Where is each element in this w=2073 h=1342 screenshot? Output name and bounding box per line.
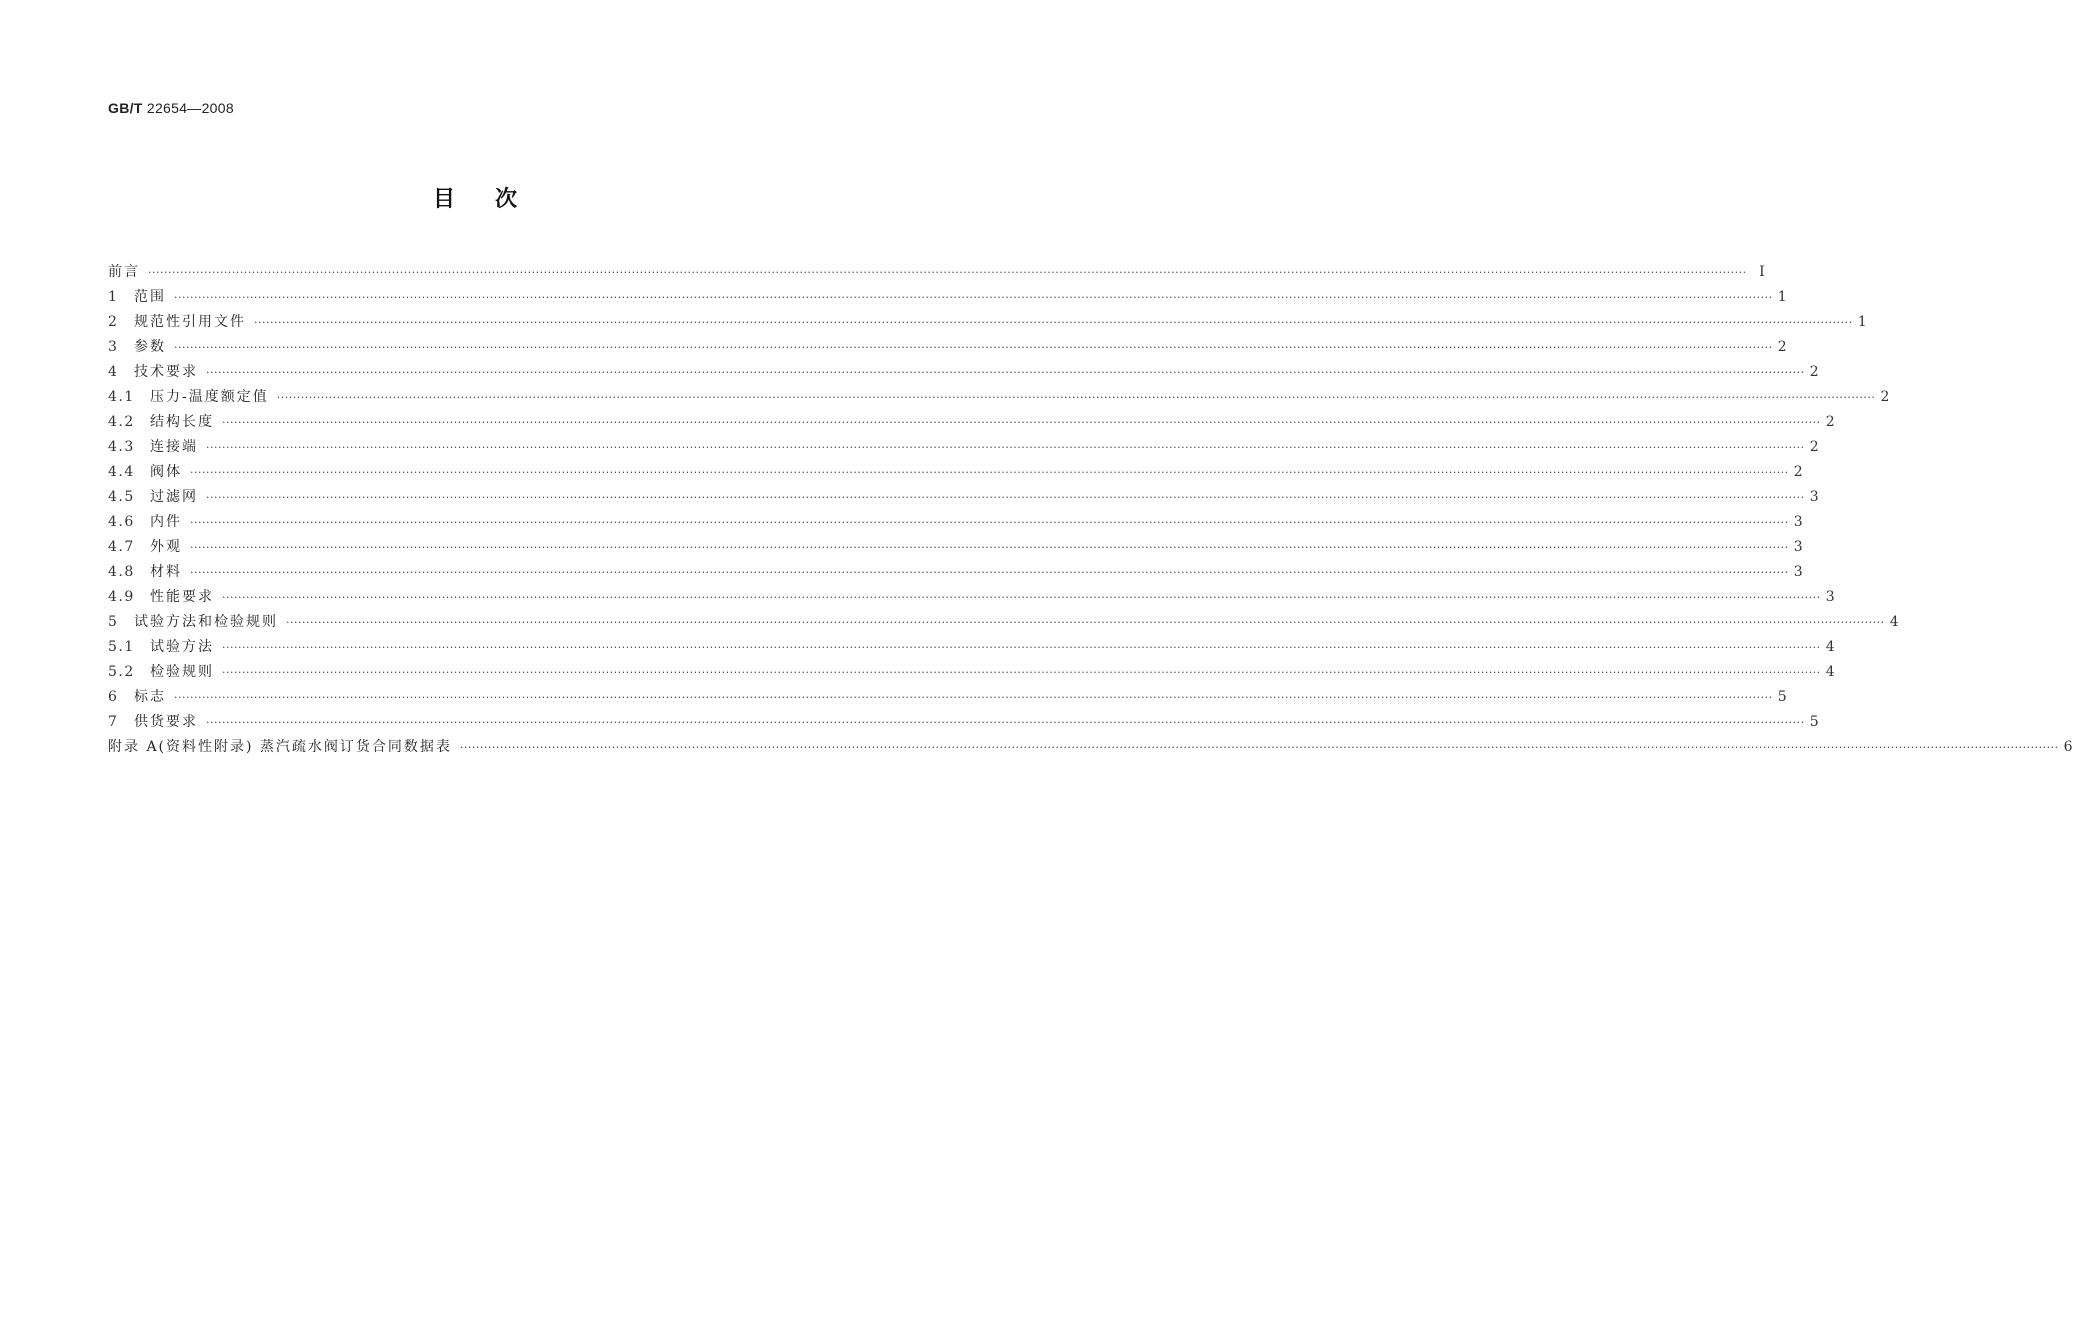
toc-entry-page: 3 <box>1793 539 1803 555</box>
toc-entry[interactable] <box>108 262 1765 287</box>
toc-entry[interactable] <box>108 737 2073 762</box>
toc-entry-page: Ⅰ <box>1759 264 1765 280</box>
toc-dot-leader: ················································································································································································································································································································································································································ <box>174 341 1773 354</box>
toc-dot-leader: ················································································································································································································································································································································································································ <box>206 491 1805 504</box>
toc-entry[interactable] <box>108 487 1819 512</box>
toc-entry[interactable] <box>108 637 1835 662</box>
toc-entry-label: 标志 <box>134 689 166 705</box>
toc-entry[interactable] <box>108 662 1835 687</box>
toc-entry-page: 2 <box>1880 389 1890 405</box>
toc-entry[interactable] <box>108 612 1899 637</box>
toc-entry[interactable] <box>108 437 1819 462</box>
toc-entry-number: 7 <box>108 714 119 730</box>
toc-entry-number: 4.1 <box>108 389 135 405</box>
toc-entry-number: 4.4 <box>108 464 135 480</box>
toc-entry-page: 3 <box>1825 589 1835 605</box>
toc-entry-page: 1 <box>1857 314 1867 330</box>
toc-dot-leader: ················································································································································································································································································································································································································ <box>174 291 1773 304</box>
toc-dot-leader: ················································································································································································································································································································································································································ <box>148 266 1747 279</box>
toc-dot-leader: ················································································································································································································································································································································································································ <box>206 716 1805 729</box>
toc-entry-label: 范围 <box>134 289 166 305</box>
toc-entry-page: 2 <box>1809 364 1819 380</box>
toc-dot-leader: ················································································································································································································································································································································································································ <box>222 641 1821 654</box>
toc-entry-number: 5.1 <box>108 639 135 655</box>
toc-dot-leader: ················································································································································································································································································································································································································ <box>190 566 1789 579</box>
toc-entry-page: 4 <box>1825 639 1835 655</box>
toc-entry-label: 试验方法和检验规则 <box>134 614 278 630</box>
toc-entry-label: 材料 <box>150 564 182 580</box>
toc-entry-page: 1 <box>1777 289 1787 305</box>
toc-entry-label: 检验规则 <box>150 664 214 680</box>
toc-entry-number: 4.2 <box>108 414 135 430</box>
toc-entry-label: 性能要求 <box>150 589 214 605</box>
toc-entry-page: 5 <box>1777 689 1787 705</box>
standard-number <box>108 100 234 116</box>
toc-dot-leader: ················································································································································································································································································································································································································ <box>286 616 1885 629</box>
toc-entry-label: 阀体 <box>150 464 182 480</box>
toc-entry[interactable] <box>108 412 1835 437</box>
toc-entry-page: 2 <box>1825 414 1835 430</box>
toc-entry[interactable] <box>108 512 1803 537</box>
toc-entry[interactable] <box>108 362 1819 387</box>
toc-entry-label: 内件 <box>150 514 182 530</box>
toc-entry-page: 4 <box>1889 614 1899 630</box>
toc-dot-leader: ················································································································································································································································································································································································································ <box>222 591 1821 604</box>
toc-entry-page: 2 <box>1793 464 1803 480</box>
toc-entry-label: 外观 <box>150 539 182 555</box>
toc-entry-label: 附录 A(资料性附录) 蒸汽疏水阀订货合同数据表 <box>108 739 452 755</box>
toc-dot-leader: ················································································································································································································································································································································································································ <box>222 666 1821 679</box>
table-of-contents <box>108 262 2073 762</box>
toc-entry-label: 供货要求 <box>134 714 198 730</box>
toc-entry-number: 5.2 <box>108 664 135 680</box>
toc-dot-leader: ················································································································································································································································································································································································································ <box>190 541 1789 554</box>
toc-entry-number: 4 <box>108 364 119 380</box>
toc-entry-number: 4.3 <box>108 439 135 455</box>
toc-entry-number: 3 <box>108 339 119 355</box>
toc-entry-page: 3 <box>1793 564 1803 580</box>
toc-entry-number: 1 <box>108 289 119 305</box>
toc-dot-leader: ················································································································································································································································································································································································································ <box>174 691 1773 704</box>
toc-entry-page: 2 <box>1809 439 1819 455</box>
toc-entry[interactable] <box>108 287 1787 312</box>
toc-entry-page: 3 <box>1793 514 1803 530</box>
toc-entry-label: 规范性引用文件 <box>134 314 246 330</box>
toc-entry[interactable] <box>108 537 1803 562</box>
toc-entry[interactable] <box>108 312 1867 337</box>
toc-entry[interactable] <box>108 587 1835 612</box>
toc-entry-label: 前言 <box>108 264 140 280</box>
toc-entry[interactable] <box>108 687 1787 712</box>
toc-entry-number: 4.9 <box>108 589 135 605</box>
toc-dot-leader: ················································································································································································································································································································································································································ <box>206 441 1805 454</box>
toc-entry[interactable] <box>108 712 1819 737</box>
toc-entry-label: 参数 <box>134 339 166 355</box>
page-title: 目次 <box>432 187 557 212</box>
toc-dot-leader: ················································································································································································································································································································································································································ <box>459 741 2059 754</box>
toc-entry[interactable] <box>108 462 1803 487</box>
toc-entry-page: 5 <box>1809 714 1819 730</box>
toc-entry-number: 6 <box>108 689 119 705</box>
toc-entry-number: 4.8 <box>108 564 135 580</box>
toc-entry-number: 4.5 <box>108 489 135 505</box>
toc-entry-label: 试验方法 <box>150 639 214 655</box>
toc-entry-label: 结构长度 <box>150 414 214 430</box>
toc-dot-leader: ················································································································································································································································································································································································································ <box>254 316 1853 329</box>
standard-prefix: GB/T <box>108 100 143 116</box>
toc-entry-number: 4.6 <box>108 514 135 530</box>
toc-entry[interactable] <box>108 387 1890 412</box>
toc-entry-page: 2 <box>1777 339 1787 355</box>
toc-entry-number: 2 <box>108 314 119 330</box>
toc-entry-number: 5 <box>108 614 119 630</box>
toc-entry-label: 压力-温度额定值 <box>150 389 269 405</box>
toc-entry-label: 过滤网 <box>150 489 198 505</box>
toc-entry-page: 3 <box>1809 489 1819 505</box>
toc-entry-number: 4.7 <box>108 539 135 555</box>
toc-entry-page: 6 <box>2063 739 2073 755</box>
toc-dot-leader: ················································································································································································································································································································································································································ <box>190 466 1789 479</box>
toc-dot-leader: ················································································································································································································································································································································································································ <box>276 391 1876 404</box>
toc-dot-leader: ················································································································································································································································································································································································································ <box>206 366 1805 379</box>
toc-dot-leader: ················································································································································································································································································································································································································ <box>190 516 1789 529</box>
toc-entry-label: 技术要求 <box>134 364 198 380</box>
toc-dot-leader: ················································································································································································································································································································································································································ <box>222 416 1821 429</box>
toc-entry[interactable] <box>108 337 1787 362</box>
toc-entry[interactable] <box>108 562 1803 587</box>
toc-entry-page: 4 <box>1825 664 1835 680</box>
toc-entry-label: 连接端 <box>150 439 198 455</box>
standard-code: 22654—2008 <box>146 100 234 116</box>
